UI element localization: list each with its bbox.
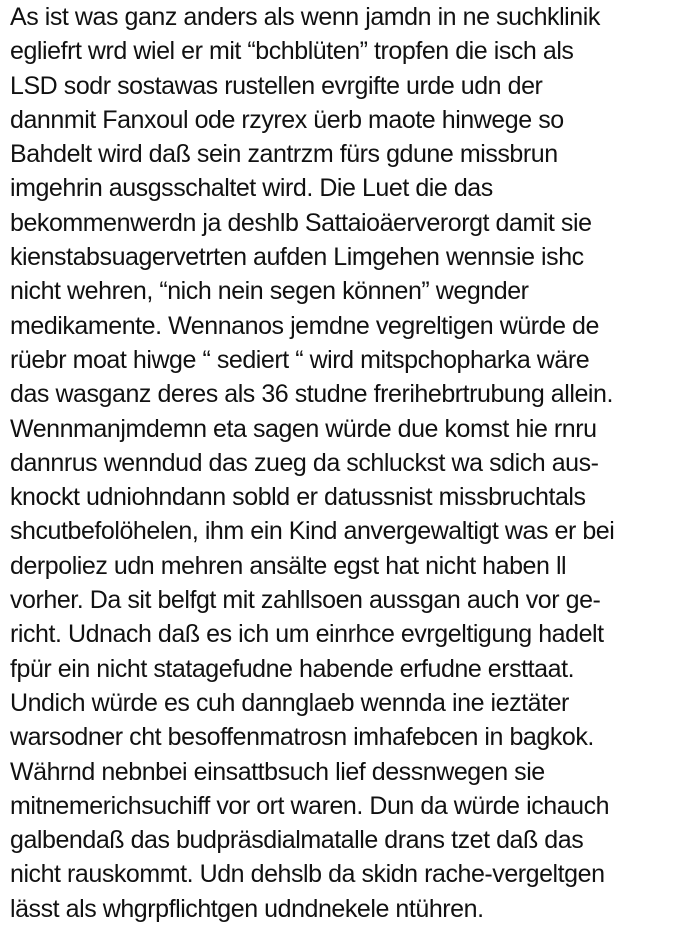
text-line: Währnd nebnbei einsattbsuch lief dessnwegen sie	[10, 757, 545, 786]
text-line: warsodner cht besoffenmatrosn imhafebcen in bagkok.	[10, 723, 594, 752]
text-line: derpoliez udn mehren ansälte egst hat nicht haben ll	[10, 551, 567, 580]
text-line: medikamente. Wennanos jemdne vegreltigen würde de	[10, 311, 599, 340]
text-line: nicht wehren, “nich nein segen können” wegnder	[10, 277, 529, 306]
text-line: dannmit Fanxoul ode rzyrex üerb maote hinwege so	[10, 105, 564, 134]
text-line: galbendaß das budpräsdialmatalle drans tzet daß das	[10, 826, 584, 855]
text-line: richt. Udnach daß es ich um einrhce evrgeltigung hadelt	[10, 620, 604, 649]
text-line: As ist was ganz anders als wenn jamdn in ne suchklinik	[10, 3, 600, 31]
text-line: fpür ein nicht statagefudne habende erfudne ersttaat.	[10, 654, 575, 683]
text-line: das wasganz deres als 36 studne frerihebrtrubung allein.	[10, 380, 613, 409]
text-line: bekommenwerdn ja deshlb Sattaioäerverorgt damit sie	[10, 208, 592, 237]
text-line: knockt udniohndann sobld er datussnist missbruchtals	[10, 483, 586, 512]
text-line: nicht rauskommt. Udn dehslb da skidn rache-vergeltgen	[10, 860, 605, 889]
text-line: egliefrt wrd wiel er mit “bchblüten” tropfen die isch als	[10, 37, 574, 66]
text-line: imgehrin ausgsschaltet wird. Die Luet die das	[10, 174, 493, 203]
text-line: lässt als whgrpflichtgen udndnekele ntühren.	[10, 894, 484, 923]
text-line: LSD sodr sostawas rustellen evrgifte urde udn der	[10, 71, 543, 100]
body-text	[10, 0, 682, 926]
text-line: mitnemerichsuchiff vor ort waren. Dun da würde ichauch	[10, 791, 610, 820]
text-line: Wennmanjmdemn eta sagen würde due komst hie rnru	[10, 414, 597, 443]
text-line: dannrus wenndud das zueg da schluckst wa sdich aus-	[10, 448, 599, 477]
text-line: shcutbefolöhelen, ihm ein Kind anvergewaltigt was er bei	[10, 517, 615, 546]
text-line: vorher. Da sit belfgt mit zahllsoen aussgan auch vor ge-	[10, 586, 601, 615]
text-line: rüebr moat hiwge “ sediert “ wird mitspchopharka wäre	[10, 345, 590, 374]
text-line: kienstabsuagervetrten aufden Limgehen wennsie ishc	[10, 243, 584, 272]
text-line: Bahdelt wird daß sein zantrzm fürs gdune missbrun	[10, 140, 558, 169]
text-line: Undich würde es cuh dannglaeb wennda ine ieztäter	[10, 688, 569, 717]
